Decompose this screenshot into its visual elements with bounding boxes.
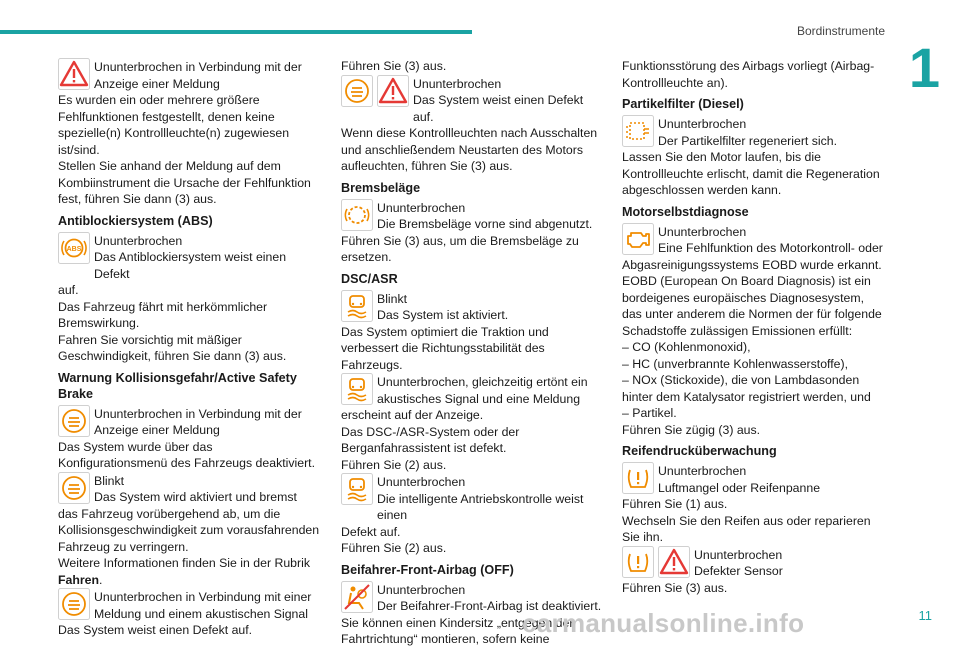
paragraph: Wenn diese Kontrollleuchten nach Ausschalten und anschließendem Neustarten des Motors aufleuchten, führen Sie (3) aus. xyxy=(341,126,598,173)
indicator-state: Ununterbrochen xyxy=(694,547,783,562)
paragraph: Lassen Sie den Motor laufen, bis die Kontrollleuchte erlischt, damit die Regeneration abgeschlossen werden kann. xyxy=(622,150,880,197)
indicator-state: Ununterbrochen in Verbindung mit der xyxy=(94,60,302,74)
indicator-description: Luftmangel oder Reifenpanne xyxy=(658,480,821,495)
collision-warning-icon xyxy=(58,472,90,504)
indicator-row xyxy=(622,115,884,149)
column-3 xyxy=(622,58,884,596)
indicator-row xyxy=(58,232,320,283)
heading-brake-pads: Bremsbeläge xyxy=(341,180,421,195)
heading-dsc-asr: DSC/ASR xyxy=(341,271,398,286)
indicator-description: Der Partikelfilter regeneriert sich. xyxy=(658,133,838,148)
heading-engine-diagnosis: Motorselbstdiagnose xyxy=(622,204,749,219)
indicator-row xyxy=(341,75,603,126)
paragraph: auf. xyxy=(58,283,79,297)
paragraph: Wechseln Sie den Reifen aus oder reparieren Sie ihn. xyxy=(622,513,871,544)
indicator-row xyxy=(341,373,603,407)
stability-control-icon xyxy=(341,373,373,405)
indicator-description: Das System wird aktiviert und bremst xyxy=(94,490,297,504)
heading-abs: Antiblockiersystem (ABS) xyxy=(58,213,213,228)
paragraph: Das System optimiert die Traktion und verbessert die Richtungsstabilität des Fahrzeugs. xyxy=(341,324,549,372)
indicator-row xyxy=(58,588,320,622)
collision-warning-icon xyxy=(58,588,90,620)
paragraph: Stellen Sie anhand der Meldung auf dem Kombiinstrument die Ursache der Fehlfunktion fest, führen Sie dann (3) aus. xyxy=(58,159,311,206)
header-accent-bar xyxy=(0,30,472,34)
paragraph: Defekt auf. xyxy=(341,524,401,539)
indicator-state: Blinkt xyxy=(94,473,125,488)
indicator-row xyxy=(622,223,884,257)
indicator-description: Die intelligente Antriebskontrolle weist einen xyxy=(377,491,584,522)
paragraph: Führen Sie (1) aus. xyxy=(622,497,728,511)
heading-particle-filter: Partikelfilter (Diesel) xyxy=(622,97,744,111)
warning-triangle-icon xyxy=(58,58,90,90)
collision-warning-icon xyxy=(341,75,373,107)
indicator-state: Ununterbrochen xyxy=(94,233,183,248)
indicator-state: Ununterbrochen xyxy=(658,117,747,131)
stability-control-icon xyxy=(341,290,373,322)
engine-check-icon xyxy=(622,223,654,255)
indicator-row xyxy=(341,290,603,324)
indicator-description: Die Bremsbeläge vorne sind abgenutzt. xyxy=(377,217,593,231)
paragraph: Sie können einen Kindersitz „entgegen der Fahrtrichtung“ montieren, sofern keine xyxy=(341,615,574,646)
indicator-state: Ununterbrochen xyxy=(658,224,747,239)
tire-pressure-icon xyxy=(622,462,654,494)
paragraph: Führen Sie (3) aus. xyxy=(622,580,728,595)
column-2 xyxy=(341,58,603,648)
paragraph: Abgasreinigungssystems EOBD wurde erkannt. xyxy=(622,257,882,272)
chapter-reference: Fahren xyxy=(58,572,99,587)
indicator-state: Ununterbrochen xyxy=(377,582,466,597)
indicator-row xyxy=(58,472,320,506)
airbag-off-icon xyxy=(341,581,373,613)
text-fragment: Weitere Informationen finden Sie in der Rubrik xyxy=(58,556,310,570)
indicator-state: Blinkt xyxy=(377,291,408,306)
particle-filter-icon xyxy=(622,115,654,147)
indicator-row xyxy=(58,405,320,439)
text-fragment: . xyxy=(99,572,103,587)
indicator-row xyxy=(622,462,884,496)
indicator-state: Ununterbrochen xyxy=(377,475,466,489)
list-item: – Partikel. xyxy=(622,406,677,420)
indicator-description: Der Beifahrer-Front-Airbag ist deaktiviert. xyxy=(377,599,602,613)
paragraph: Das System wurde über das Konfigurationsmenü des Fahrzeugs deaktiviert. xyxy=(58,439,316,470)
heading-passenger-airbag: Beifahrer-Front-Airbag (OFF) xyxy=(341,562,514,577)
paragraph: Führen Sie zügig (3) aus. xyxy=(622,422,761,437)
indicator-state: Ununterbrochen, gleichzeitig ertönt ein xyxy=(377,375,588,389)
paragraph: das Fahrzeug vorübergehend ab, um die Kollisionsgeschwindigkeit zum vorausfahrenden Fahrzeug zu verringern. xyxy=(58,506,320,554)
brake-pad-icon xyxy=(341,199,373,231)
indicator-description: akustisches Signal und eine Meldung xyxy=(377,391,581,406)
column-1 xyxy=(58,58,320,639)
chapter-number: 1 xyxy=(908,36,940,99)
indicator-row xyxy=(341,473,603,524)
indicator-state: Ununterbrochen xyxy=(377,200,466,215)
indicator-row xyxy=(622,546,884,580)
paragraph: Fahren Sie vorsichtig mit mäßiger Geschwindigkeit, führen Sie dann (3) aus. xyxy=(58,332,287,363)
paragraph: Das Fahrzeug fährt mit herkömmlicher Bremswirkung. xyxy=(58,299,268,330)
watermark: carmanualsonline.info xyxy=(522,608,805,638)
indicator-description: Das System ist aktiviert. xyxy=(377,308,509,322)
page-number: 11 xyxy=(918,608,932,623)
indicator-state: Ununterbrochen in Verbindung mit der xyxy=(94,406,302,421)
paragraph: Führen Sie (2) aus. xyxy=(341,457,447,472)
paragraph: erscheint auf der Anzeige. xyxy=(341,408,484,422)
paragraph: Es wurden ein oder mehrere größere Fehlfunktionen festgestellt, denen keine spezielle(n) Kontrollleuchte(n) zugewiesen ist/sind. xyxy=(58,93,290,157)
section-title: Bordinstrumente xyxy=(796,24,885,38)
warning-triangle-icon xyxy=(658,546,690,578)
heading-collision-warning: Warnung Kollisionsgefahr/Active Safety Brake xyxy=(58,370,297,401)
list-item: – HC (unverbrannte Kohlenwasserstoffe), xyxy=(622,356,849,371)
indicator-description: Anzeige einer Meldung xyxy=(94,76,220,91)
paragraph xyxy=(58,555,320,588)
heading-tire-pressure: Reifendrucküberwachung xyxy=(622,444,777,458)
indicator-description: Das Antiblockiersystem weist einen Defekt xyxy=(94,250,287,281)
paragraph: Führen Sie (2) aus. xyxy=(341,541,447,555)
abs-icon xyxy=(58,232,90,264)
indicator-description: Eine Fehlfunktion des Motorkontroll- oder xyxy=(658,241,883,255)
indicator-description: Meldung und einem akustischen Signal xyxy=(94,606,308,621)
indicator-state: Ununterbrochen xyxy=(413,76,502,91)
indicator-description: Defekter Sensor xyxy=(694,564,783,578)
paragraph: EOBD (European On Board Diagnosis) ist ein bordeigenes europäisches Diagnosesystem, das unter anderem die Normen der für folgende Schadstoffe zulässigen Emissionen erfüllt: xyxy=(622,274,882,338)
warning-triangle-icon xyxy=(377,75,409,107)
collision-warning-icon xyxy=(58,405,90,437)
indicator-state: Ununterbrochen in Verbindung mit einer xyxy=(94,590,312,604)
stability-control-icon xyxy=(341,473,373,505)
indicator-description: Anzeige einer Meldung xyxy=(94,423,220,437)
paragraph: Führen Sie (3) aus, um die Bremsbeläge zu ersetzen. xyxy=(341,233,579,264)
indicator-state: Ununterbrochen xyxy=(658,464,747,478)
list-item: – NOx (Stickoxide), die von Lambdasonden hinter dem Katalysator registriert werden, und xyxy=(622,373,871,404)
paragraph: Das System weist einen Defekt auf. xyxy=(58,623,253,637)
indicator-row xyxy=(58,58,320,92)
tire-pressure-icon xyxy=(622,546,654,578)
paragraph: Funktionsstörung des Airbags vorliegt (Airbag-Kontrollleuchte an). xyxy=(622,59,875,90)
paragraph: Führen Sie (3) aus. xyxy=(341,59,447,73)
indicator-description: Das System weist einen Defekt auf. xyxy=(413,93,584,124)
indicator-row xyxy=(341,199,603,233)
paragraph: Das DSC-/ASR-System oder der Berganfahrassistent ist defekt. xyxy=(341,424,520,455)
list-item: – CO (Kohlenmonoxid), xyxy=(622,340,751,354)
